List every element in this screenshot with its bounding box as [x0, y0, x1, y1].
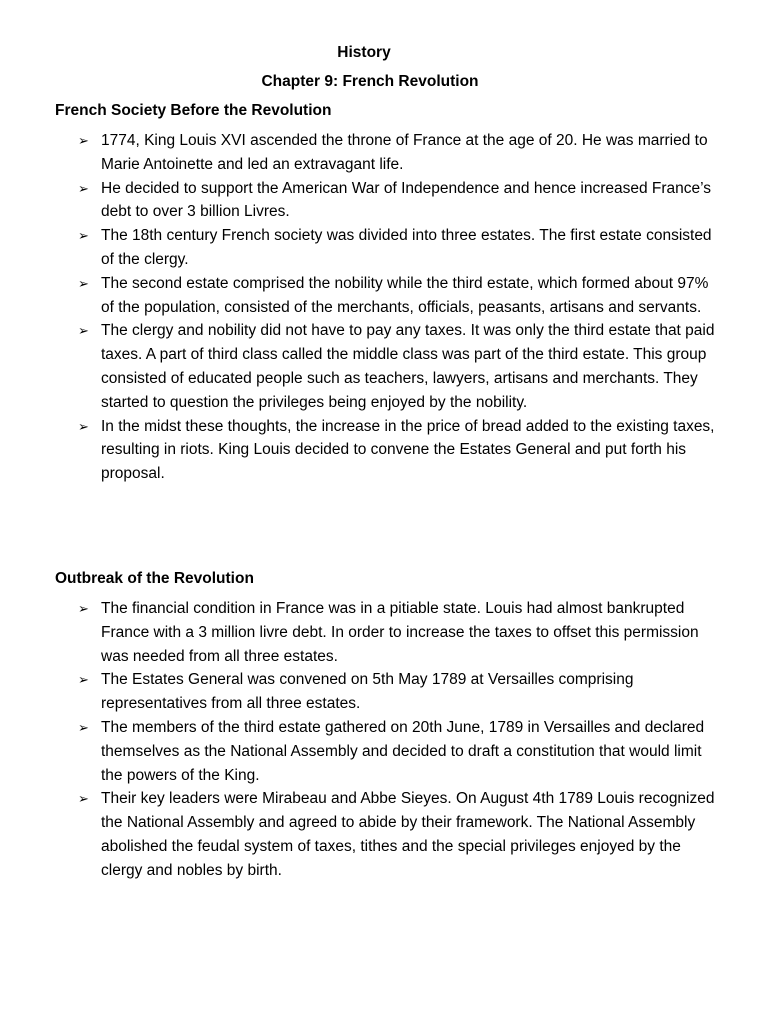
list-item-text: Their key leaders were Mirabeau and Abbe Sieyes. On August 4th 1789 Louis recognized the National Assembly and agreed to abide by their framework. The National Assembly abolished the feudal system of taxes, tithes and the special privileges enjoyed by the clergy and nobles by birth.: [101, 790, 715, 879]
arrow-bullet-icon: ➢: [78, 180, 89, 196]
list-item-text: He decided to support the American War of Independence and hence increased France’s debt to over 3 billion Livres.: [101, 179, 712, 221]
list-item: [78, 787, 718, 882]
list-item: [78, 668, 718, 716]
bullet-list-french-society: [78, 129, 718, 486]
arrow-bullet-icon: ➢: [78, 418, 89, 434]
chapter-title: Chapter 9: French Revolution: [261, 73, 479, 90]
section-heading-french-society: French Society Before the Revolution: [55, 102, 332, 119]
list-item: [78, 129, 718, 177]
list-item-text: The financial condition in France was in a pitiable state. Louis had almost bankrupted France with a 3 million livre debt. In order to increase the taxes to offset this permission was needed from all three estates.: [101, 600, 699, 665]
arrow-bullet-icon: ➢: [78, 133, 89, 148]
section-heading-outbreak: Outbreak of the Revolution: [55, 570, 254, 587]
bullet-list-outbreak: [78, 597, 718, 883]
list-item: [78, 716, 718, 787]
list-item-text: 1774, King Louis XVI ascended the throne of France at the age of 20. He was married to Marie Antoinette and led an extravagant life.: [101, 132, 708, 173]
list-item: [78, 319, 718, 414]
arrow-bullet-icon: ➢: [78, 672, 89, 688]
list-item: [78, 177, 718, 225]
list-item-text: The second estate comprised the nobility while the third estate, which formed about 97% of the population, consisted of the merchants, officials, peasants, artisans and servants.: [101, 274, 709, 316]
list-item-text: The 18th century French society was divided into three estates. The first estate consisted of the clergy.: [101, 227, 712, 268]
arrow-bullet-icon: ➢: [78, 791, 89, 807]
list-item-text: The clergy and nobility did not have to pay any taxes. It was only the third estate that paid taxes. A part of third class called the middle class was part of the third estate. This group consisted of educated people such as teachers, lawyers, artisans and merchants. They started to question the privileges being enjoyed by the nobility.: [101, 322, 715, 411]
arrow-bullet-icon: ➢: [78, 719, 89, 735]
list-item: [78, 272, 718, 320]
list-item-text: The members of the third estate gathered on 20th June, 1789 in Versailles and declared themselves as the National Assembly and decided to draft a constitution that would limit the powers of the King.: [101, 718, 705, 784]
arrow-bullet-icon: ➢: [78, 228, 89, 244]
arrow-bullet-icon: ➢: [78, 601, 89, 616]
arrow-bullet-icon: ➢: [78, 275, 89, 291]
list-item: [78, 224, 718, 272]
list-item: [78, 597, 718, 668]
list-item-text: The Estates General was convened on 5th May 1789 at Versailles comprising representatives from all three estates.: [101, 671, 634, 713]
document-title: History: [337, 44, 391, 61]
list-item: [78, 415, 718, 486]
list-item-text: In the midst these thoughts, the increase in the price of bread added to the existing taxes, resulting in riots. King Louis decided to convene the Estates General and put forth his proposal.: [101, 417, 715, 483]
arrow-bullet-icon: ➢: [78, 323, 89, 339]
